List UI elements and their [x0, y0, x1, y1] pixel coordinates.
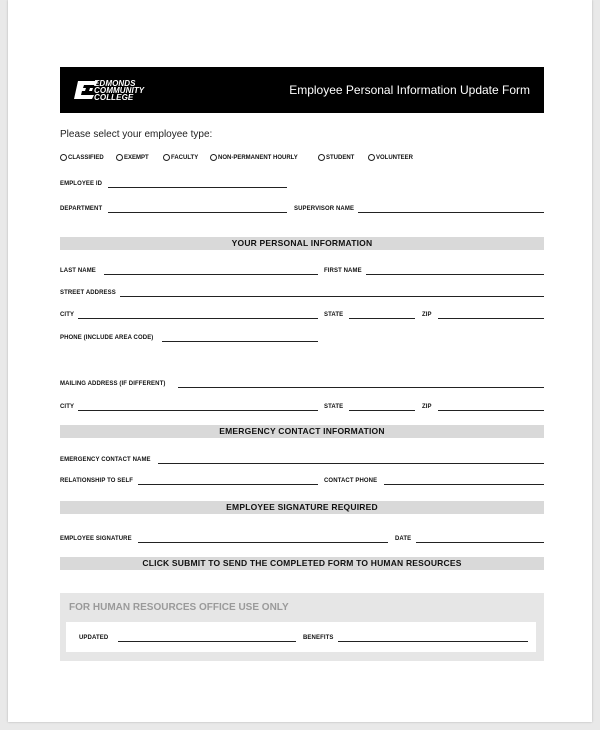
- radio-circle-icon: [116, 154, 123, 161]
- logo-text: EDMONDS COMMUNITY COLLEGE: [94, 79, 145, 102]
- relationship-label: RELATIONSHIP TO SELF: [60, 478, 134, 484]
- supervisor-name-field[interactable]: [358, 212, 544, 213]
- updated-field[interactable]: [118, 641, 296, 642]
- mailing-address-field[interactable]: [178, 387, 544, 388]
- signature-heading: EMPLOYEE SIGNATURE REQUIRED: [60, 501, 544, 514]
- date-field[interactable]: [416, 542, 544, 543]
- emergency-contact-heading: EMERGENCY CONTACT INFORMATION: [60, 425, 544, 438]
- first-name-label: FIRST NAME: [324, 268, 362, 274]
- radio-circle-icon: [368, 154, 375, 161]
- city-label: CITY: [60, 312, 75, 318]
- mailing-address-label: MAILING ADDRESS (IF DIFFERENT): [60, 381, 166, 387]
- emergency-contact-name-label: EMERGENCY CONTACT NAME: [60, 457, 151, 463]
- employee-signature-field[interactable]: [138, 542, 388, 543]
- contact-phone-label: CONTACT PHONE: [324, 478, 378, 484]
- employee-signature-label: EMPLOYEE SIGNATURE: [60, 536, 132, 542]
- department-field[interactable]: [108, 212, 287, 213]
- form-title: Employee Personal Information Update Form: [289, 83, 530, 97]
- benefits-label: BENEFITS: [303, 635, 334, 641]
- emergency-contact-name-field[interactable]: [158, 463, 544, 464]
- employee-id-field[interactable]: [108, 187, 287, 188]
- mailing-state-label: STATE: [324, 404, 344, 410]
- state-field[interactable]: [349, 318, 415, 319]
- radio-exempt[interactable]: EXEMPT: [116, 154, 149, 161]
- zip-label: ZIP: [422, 312, 432, 318]
- radio-circle-icon: [60, 154, 67, 161]
- last-name-label: LAST NAME: [60, 268, 96, 274]
- college-logo: [74, 79, 170, 101]
- last-name-field[interactable]: [104, 274, 318, 275]
- submit-instruction: CLICK SUBMIT TO SEND THE COMPLETED FORM TO HUMAN RESOURCES: [60, 557, 544, 570]
- radio-student[interactable]: STUDENT: [318, 154, 354, 161]
- zip-field[interactable]: [438, 318, 544, 319]
- form-header: [60, 67, 544, 113]
- hr-office-use-box: [60, 593, 544, 661]
- employee-id-label: EMPLOYEE ID: [60, 181, 103, 187]
- phone-field[interactable]: [162, 341, 318, 342]
- mailing-city-label: CITY: [60, 404, 75, 410]
- updated-label: UPDATED: [79, 635, 109, 641]
- form-page: [8, 0, 592, 722]
- personal-info-heading: YOUR PERSONAL INFORMATION: [60, 237, 544, 250]
- mailing-zip-field[interactable]: [438, 410, 544, 411]
- state-label: STATE: [324, 312, 344, 318]
- radio-circle-icon: [318, 154, 325, 161]
- street-address-label: STREET ADDRESS: [60, 290, 116, 296]
- benefits-field[interactable]: [338, 641, 528, 642]
- radio-circle-icon: [210, 154, 217, 161]
- first-name-field[interactable]: [366, 274, 544, 275]
- hr-office-use-title: FOR HUMAN RESOURCES OFFICE USE ONLY: [69, 602, 289, 613]
- relationship-field[interactable]: [138, 484, 318, 485]
- city-field[interactable]: [78, 318, 318, 319]
- department-label: DEPARTMENT: [60, 206, 103, 212]
- radio-classified[interactable]: CLASSIFIED: [60, 154, 104, 161]
- radio-non-permanent-hourly[interactable]: NON-PERMANENT HOURLY: [210, 154, 298, 161]
- supervisor-name-label: SUPERVISOR NAME: [294, 206, 355, 212]
- phone-label: PHONE (INCLUDE AREA CODE): [60, 335, 154, 341]
- mailing-zip-label: ZIP: [422, 404, 432, 410]
- street-address-field[interactable]: [120, 296, 544, 297]
- contact-phone-field[interactable]: [384, 484, 544, 485]
- employee-type-prompt: Please select your employee type:: [60, 129, 213, 140]
- radio-circle-icon: [163, 154, 170, 161]
- hr-office-use-fields: [66, 622, 536, 652]
- mailing-state-field[interactable]: [349, 410, 415, 411]
- radio-volunteer[interactable]: VOLUNTEER: [368, 154, 413, 161]
- radio-faculty[interactable]: FACULTY: [163, 154, 198, 161]
- mailing-city-field[interactable]: [78, 410, 318, 411]
- date-label: DATE: [395, 536, 412, 542]
